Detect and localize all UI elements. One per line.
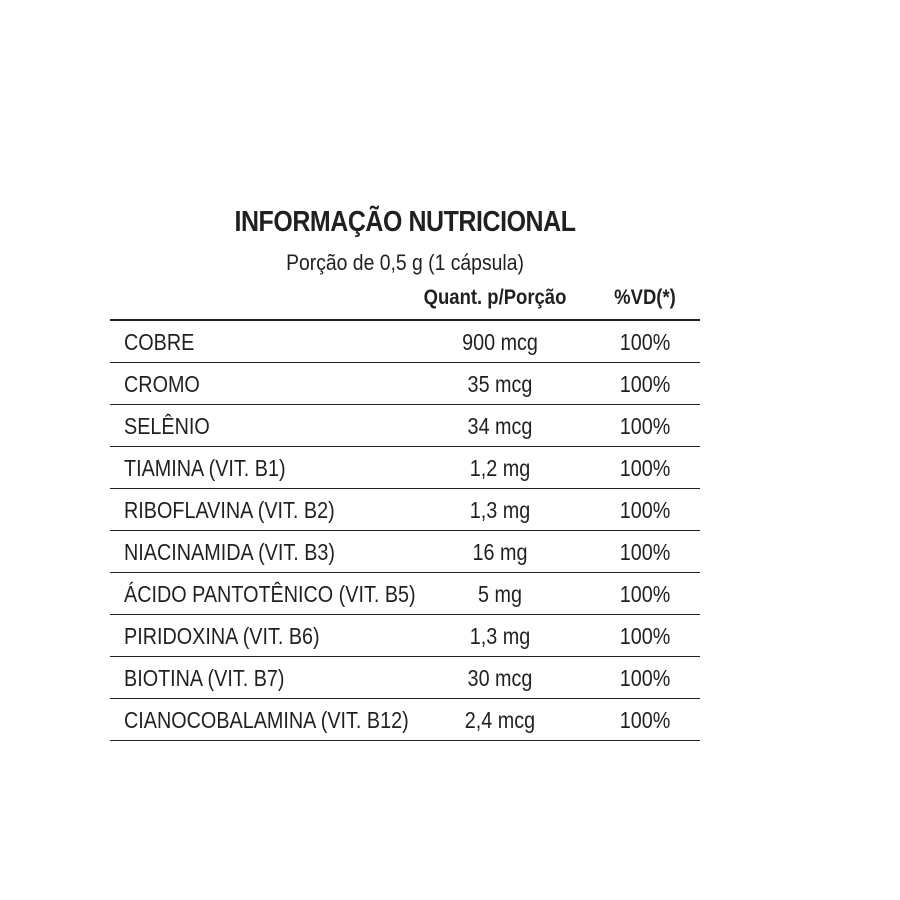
nutrient-quantity: 5 mg <box>478 581 522 607</box>
nutrient-name: NIACINAMIDA (VIT. B3) <box>124 539 336 565</box>
nutrient-quantity: 1,2 mg <box>469 455 531 481</box>
nutrient-daily-value: 100% <box>619 707 671 733</box>
nutrient-name: CROMO <box>124 371 200 397</box>
label-title: INFORMAÇÃO NUTRICIONAL <box>234 206 576 238</box>
nutrient-name: RIBOFLAVINA (VIT. B2) <box>124 497 335 523</box>
nutrient-name: ÁCIDO PANTOTÊNICO (VIT. B5) <box>124 581 416 607</box>
nutrient-name: COBRE <box>124 329 195 355</box>
table-row <box>110 699 700 741</box>
nutrient-quantity: 900 mcg <box>462 329 538 355</box>
table-row <box>110 531 700 573</box>
column-header-quantity: Quant. p/Porção <box>423 286 567 309</box>
table-row <box>110 447 700 489</box>
nutrient-name: CIANOCOBALAMINA (VIT. B12) <box>124 707 409 733</box>
nutrient-daily-value: 100% <box>619 371 671 397</box>
nutrient-quantity: 1,3 mg <box>469 623 531 649</box>
nutrient-daily-value: 100% <box>619 497 671 523</box>
nutrient-quantity: 35 mcg <box>467 371 533 397</box>
table-row <box>110 363 700 405</box>
nutrient-quantity: 16 mg <box>472 539 528 565</box>
table-row <box>110 573 700 615</box>
table-row <box>110 489 700 531</box>
nutrient-name: TIAMINA (VIT. B1) <box>124 455 286 481</box>
nutrient-table <box>110 319 700 741</box>
nutrient-daily-value: 100% <box>619 539 671 565</box>
nutrient-name: PIRIDOXINA (VIT. B6) <box>124 623 320 649</box>
nutrient-daily-value: 100% <box>619 329 671 355</box>
nutrient-daily-value: 100% <box>619 455 671 481</box>
nutrient-daily-value: 100% <box>619 665 671 691</box>
nutrient-name: SELÊNIO <box>124 413 210 439</box>
nutrient-quantity: 34 mcg <box>467 413 533 439</box>
nutrient-quantity: 1,3 mg <box>469 497 531 523</box>
nutrient-quantity: 2,4 mcg <box>464 707 536 733</box>
column-header-daily-value: %VD(*) <box>614 286 676 309</box>
serving-size: Porção de 0,5 g (1 cápsula) <box>286 250 524 275</box>
nutrient-daily-value: 100% <box>619 413 671 439</box>
table-row <box>110 615 700 657</box>
nutrient-daily-value: 100% <box>619 581 671 607</box>
nutrient-name: BIOTINA (VIT. B7) <box>124 665 285 691</box>
table-row <box>110 657 700 699</box>
table-row <box>110 405 700 447</box>
nutrient-daily-value: 100% <box>619 623 671 649</box>
table-row <box>110 321 700 363</box>
nutrient-quantity: 30 mcg <box>467 665 533 691</box>
